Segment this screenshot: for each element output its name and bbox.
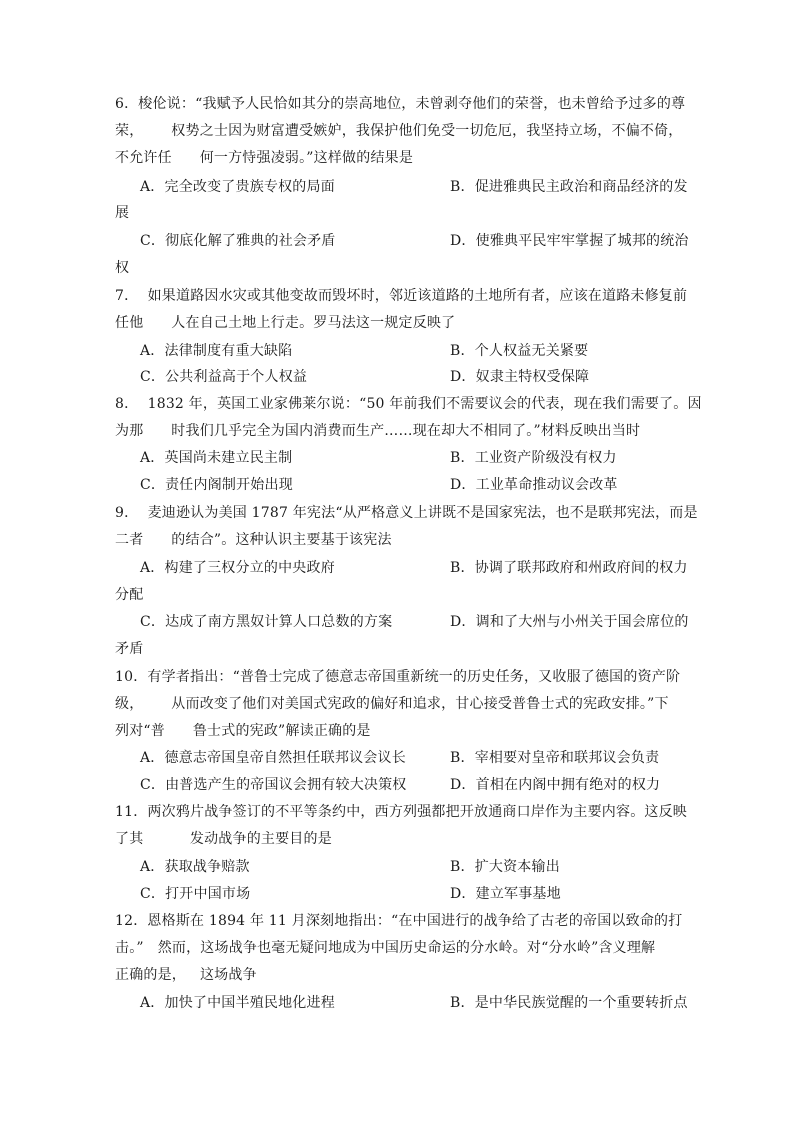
- q8-option-b: B．工业资产阶级没有权力: [450, 450, 617, 466]
- q10-line-2: 级， 从而改变了他们对美国式宪政的偏好和追求，甘心接受普鲁士式的宪政安排。”下: [115, 696, 669, 712]
- q9-option-d: D．调和了大州与小州关于国会席位的: [450, 614, 689, 630]
- q9-line-1: 9． 麦迪逊认为美国 1787 年宪法“从严格意义上讲既不是国家宪法，也不是联邦宪法，而是: [115, 505, 698, 521]
- q7-line-1: 7． 如果道路因水灾或其他变故而毁坏时，邻近该道路的土地所有者，应该在道路未修复前: [115, 288, 688, 304]
- q12-option-b: B．是中华民族觉醒的一个重要转折点: [450, 995, 688, 1011]
- q9-option-d-cont: 矛盾: [115, 641, 144, 657]
- q6-option-b-cont: 展: [115, 205, 130, 221]
- q7-option-b: B．个人权益无关紧要: [450, 343, 589, 359]
- q11-line-1: 11．两次鸦片战争签订的不平等条约中，西方列强都把开放通商口岸作为主要内容。这反映: [115, 804, 688, 820]
- q8-line-2: 为那 时我们几乎完全为国内消费而生产……现在却大不相同了。”材料反映出当时: [115, 423, 641, 439]
- q8-option-d: D．工业革命推动议会改革: [450, 477, 618, 493]
- q11-option-c: C．打开中国市场: [140, 886, 251, 902]
- q12-line-2: 击。” 然而，这场战争也毫无疑问地成为中国历史命运的分水岭。对“分水岭”含义理解: [115, 940, 656, 956]
- q10-option-a: A．德意志帝国皇帝自然担任联邦议会议长: [140, 750, 406, 766]
- q10-option-d: D．首相在内阁中拥有绝对的权力: [450, 777, 661, 793]
- q12-line-1: 12．恩格斯在 1894 年 11 月深刻地指出：“在中国进行的战争给了古老的帝国以致命的打: [115, 913, 683, 929]
- q7-option-c: C．公共利益高于个人权益: [140, 369, 308, 385]
- q6-option-d: D．使雅典平民牢牢掌握了城邦的统治: [450, 233, 689, 249]
- q12-option-a: A．加快了中国半殖民地化进程: [140, 995, 335, 1011]
- q11-line-2: 了其 发动战争的主要目的是: [115, 831, 332, 847]
- q9-option-a: A．构建了三权分立的中央政府: [140, 560, 335, 576]
- q6-option-a: A．完全改变了贵族专权的局面: [140, 179, 335, 195]
- q6-line-3: 不允许任 何一方恃强凌弱。”这样做的结果是: [115, 150, 414, 166]
- q9-option-c: C．达成了南方黑奴计算人口总数的方案: [140, 614, 393, 630]
- q9-option-b: B．协调了联邦政府和州政府间的权力: [450, 560, 688, 576]
- q10-line-3: 列对“普 鲁士式的宪政”解读正确的是: [115, 723, 371, 739]
- q7-line-2: 任他 人在自己土地上行走。罗马法这一规定反映了: [115, 315, 456, 331]
- q11-option-a: A．获取战争赔款: [140, 859, 250, 875]
- q6-line-2: 荣， 权势之士因为财富遭受嫉妒，我保护他们免受一切危厄，我坚持立场，不偏不倚，: [115, 123, 683, 139]
- q6-option-d-cont: 权: [115, 260, 130, 276]
- q7-option-d: D．奴隶主特权受保障: [450, 369, 590, 385]
- q11-option-d: D．建立军事基地: [450, 886, 561, 902]
- q8-option-c: C．责任内阁制开始出现: [140, 477, 293, 493]
- q8-line-1: 8． 1832 年，英国工业家佛莱尔说：“50 年前我们不需要议会的代表，现在我们需要了。因: [115, 396, 702, 412]
- q6-line-1: 6．梭伦说：“我赋予人民恰如其分的崇高地位，未曾剥夺他们的荣誉，也未曾给予过多的尊: [115, 96, 686, 112]
- q8-option-a: A．英国尚未建立民主制: [140, 450, 293, 466]
- q6-option-c: C．彻底化解了雅典的社会矛盾: [140, 233, 336, 249]
- q6-option-b: B．促进雅典民主政治和商品经济的发: [450, 179, 688, 195]
- q10-option-b: B．宰相要对皇帝和联邦议会负责: [450, 750, 660, 766]
- q11-option-b: B．扩大资本输出: [450, 859, 560, 875]
- q10-line-1: 10．有学者指出：“普鲁士完成了德意志帝国重新统一的历史任务，又收服了德国的资产阶: [115, 669, 681, 685]
- q7-option-a: A．法律制度有重大缺陷: [140, 343, 293, 359]
- q10-option-c: C．由普选产生的帝国议会拥有较大决策权: [140, 777, 407, 793]
- q9-line-2: 二者 的结合”。这种认识主要基于该宪法: [115, 532, 392, 548]
- q9-option-b-cont: 分配: [115, 587, 144, 603]
- q12-line-3: 正确的是， 这场战争: [115, 967, 257, 983]
